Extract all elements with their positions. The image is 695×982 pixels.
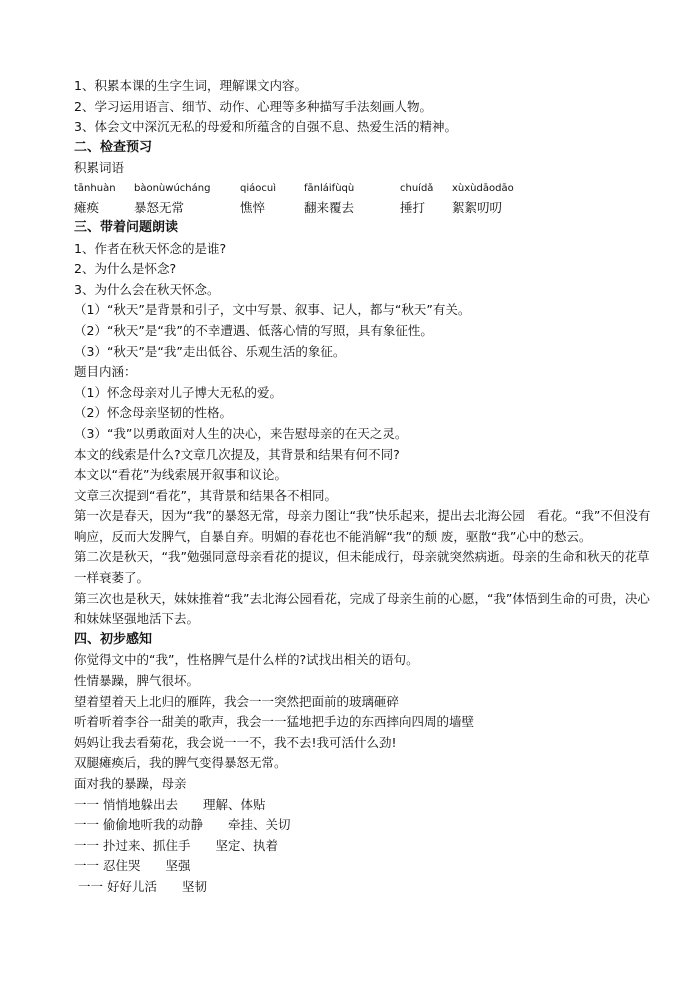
pinyin-2: bàonùwúcháng: [134, 182, 211, 194]
section-initial-perception: [74, 630, 654, 898]
pinyin-5: chuídǎ: [400, 182, 434, 194]
pinyin-6: xùxùdāodāo: [452, 182, 514, 194]
vocab-word-row: [74, 198, 654, 218]
vocab-word-3: 憔悴: [240, 199, 266, 215]
objective-1: 1、积累本课的生字生词，理解课文内容。: [74, 78, 307, 93]
question-line: 1、作者在秋天怀念的是谁?: [74, 240, 227, 256]
section-reading-questions: [74, 218, 654, 630]
perception-line: 妈妈让我去看菊花，我会说一一不，我不去!我可活什么劲!: [74, 734, 397, 750]
vocab-word-2: 暴怒无常: [134, 199, 185, 215]
vocab-word-5: 捶打: [400, 199, 426, 215]
answer-line: （1）“秋天”是背景和引子，文中写景、叙事、记人，都与“秋天”有关。: [74, 302, 471, 318]
perception-line: 望着望着天上北归的雁阵，我会一一突然把面前的玻璃砸碎: [74, 693, 400, 709]
paragraph-first-time: 第一次是春天，因为“我”的暴怒无常，母亲力图让“我”快乐起来，提出去北海公园 看花。“我”不但没有响应，反而大发脾气，自暴自弃。明媚的春花也不能消解“我”的颓 废，驱散“我”心中的愁云。: [74, 508, 651, 544]
mother-reaction-line: 一一 忍住哭 坚强: [74, 858, 191, 874]
paragraph-second-time: 第二次是秋天，“我”勉强同意母亲看花的提议，但未能成行，母亲就突然病逝。母亲的生命和秋天的花草一样衰萎了。: [74, 549, 650, 586]
perception-line: 听着听着李谷一甜美的歌声，我会一一猛地把手边的东西摔向四周的墙壁: [74, 714, 475, 730]
mother-reaction-line: 一一 偷偷地听我的动静 牵挂、关切: [74, 817, 291, 833]
objectives: [74, 76, 654, 138]
mother-reaction-line: 一一 悄悄地躲出去 理解、体贴: [74, 796, 266, 812]
answer-line: 本文以“看花”为线索展开叙事和议论。: [74, 467, 287, 483]
vocab-word-1: 瘫痪: [74, 199, 100, 215]
pinyin-row: [74, 180, 654, 198]
answer-line: （2）怀念母亲坚韧的性格。: [74, 405, 232, 421]
section-3-heading: 三、带着问题朗读: [74, 219, 179, 235]
perception-line: 性情暴躁，脾气很坏。: [74, 673, 200, 689]
answer-line: 文章三次提到“看花”，其背景和结果各不相同。: [74, 487, 337, 503]
vocab-word-4: 翻来覆去: [304, 199, 355, 215]
vocab-subtitle: 积累词语: [74, 160, 125, 176]
answer-line: （3）“秋天”是“我”走出低谷、乐观生活的象征。: [74, 343, 346, 359]
section-4-heading: 四、初步感知: [74, 631, 153, 647]
answer-line: （3）“我”以勇敢面对人生的决心，来告慰母亲的在天之灵。: [74, 425, 408, 441]
perception-line: 面对我的暴躁，母亲: [74, 776, 187, 791]
objective-2: 2、学习运用语言、细节、动作、心理等多种描写手法刻画人物。: [74, 98, 432, 114]
mother-reaction-line: 一一 扑过来、抓住手 坚定、执着: [74, 837, 278, 853]
objective-3: 3、体会文中深沉无私的母爱和所蕴含的自强不息、热爱生活的精神。: [74, 119, 457, 135]
title-meaning-label: 题目内涵：: [74, 364, 137, 380]
mother-reaction-line: 一一 好好儿活 坚韧: [74, 878, 207, 894]
document-page: [74, 76, 654, 898]
answer-line: （1）怀念母亲对儿子博大无私的爱。: [74, 384, 282, 400]
vocab-word-6: 絮絮叨叨: [452, 199, 503, 215]
pinyin-3: qiáocuì: [240, 182, 276, 194]
question-line: 2、为什么是怀念?: [74, 261, 177, 277]
pinyin-1: tānhuàn: [74, 182, 116, 194]
pinyin-4: fānláifùqù: [304, 182, 355, 194]
perception-line: 双腿瘫痪后，我的脾气变得暴怒无常。: [74, 755, 287, 771]
answer-line: （2）“秋天”是“我”的不幸遭遇、低落心情的写照，具有象征性。: [74, 322, 433, 338]
question-line: 3、为什么会在秋天怀念。: [74, 281, 220, 297]
perception-line: 你觉得文中的“我”，性格脾气是什么样的?试找出相关的语句。: [74, 652, 419, 668]
question-line: 本文的线索是什么?文章几次提及，其背景和结果有何不同?: [74, 446, 400, 462]
paragraph-third-time: 第三次也是秋天，妹妹推着“我”去北海公园看花，完成了母亲生前的心愿，“我”体悟到生命的可贵，决心和妹妹坚强地活下去。: [74, 590, 650, 627]
section-2-heading: 二、检查预习: [74, 139, 153, 155]
section-preview-check: [74, 138, 654, 218]
